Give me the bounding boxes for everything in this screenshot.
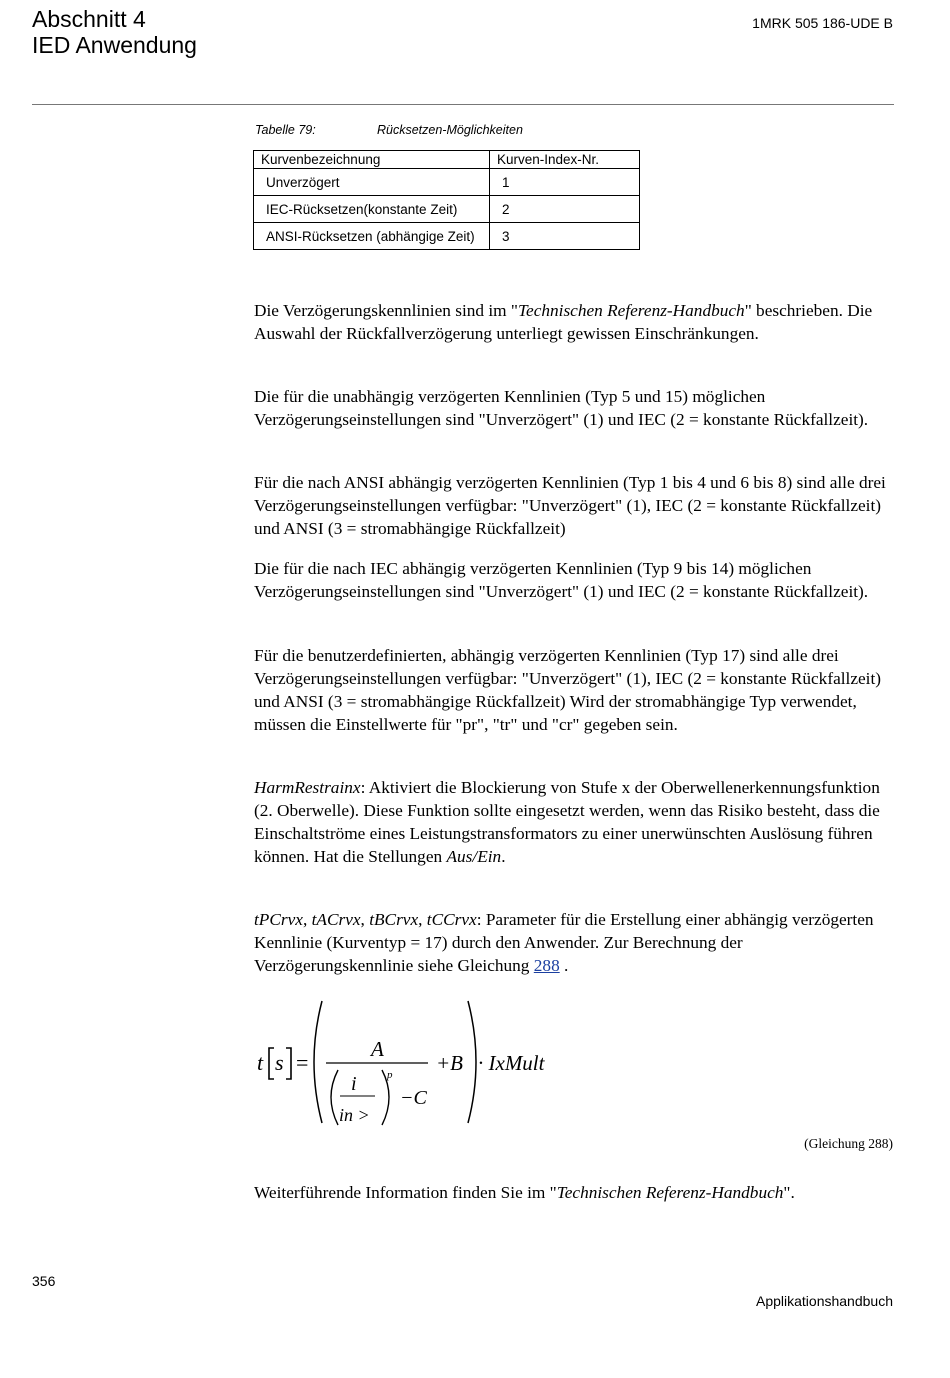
table-cell: ANSI-Rücksetzen (abhängige Zeit) <box>254 223 490 250</box>
separator: , <box>360 910 370 929</box>
table-cell: 3 <box>490 223 640 250</box>
paragraph-curve-parameters <box>254 908 899 977</box>
eq-plus-b: +B <box>436 1051 463 1075</box>
equation-288 <box>250 995 570 1135</box>
eq-exponent: p <box>387 1069 393 1081</box>
table-cell: 1 <box>490 169 640 196</box>
text-run: " beschrieben. Die Auswahl der Rückfallverzögerung unterliegt gewissen Einschränkungen. <box>254 301 873 343</box>
eq-lhs-t: t <box>257 1050 264 1075</box>
paragraph-text: Für die nach ANSI abhängig verzögerten Kennlinien (Typ 1 bis 4 und 6 bis 8) sind alle drei Verzögerungseinstellungen verfügbar: "Unverzögert" (1), IEC (2 = konstante Rückfallzeit) und ANSI (3 = stromabhängige Rückfallzeit) <box>254 473 886 538</box>
parameter-name: tACrvx <box>311 910 361 929</box>
table-title: Rücksetzen-Möglichkeiten <box>377 123 523 137</box>
text-run: Weiterführende Information finden Sie im " <box>254 1183 557 1202</box>
text-run: . <box>501 847 506 866</box>
parameter-name: HarmRestrainx <box>254 778 361 797</box>
eq-paren-outer-left <box>314 1001 322 1123</box>
paragraph-text: Für die benutzerdefinierten, abhängig verzögerten Kennlinien (Typ 17) sind alle drei Verzögerungseinstellungen verfügbar: "Unverzögert" (1), IEC (2 = konstante Rückfallzeit) und ANSI (3 = stromabhängige Rückfallzeit) Wird der stromabhängige Typ verwendet, müssen die Einstellwerte für "pr", "tr" und "cr" gegeben sein. <box>254 646 882 734</box>
parameter-name: tBCrvx <box>369 910 419 929</box>
column-header: Kurven-Index-Nr. <box>490 151 640 169</box>
paragraph-harm-restrain <box>254 776 899 868</box>
section-number: Abschnitt 4 <box>32 6 146 32</box>
paragraph-text: Die für die unabhängig verzögerten Kennlinien (Typ 5 und 15) möglichen Verzögerungseinstellungen sind "Unverzögert" (1) und IEC (2 = konstante Rückfallzeit). <box>254 387 869 429</box>
eq-bracket-right <box>286 1048 291 1079</box>
table-caption <box>255 123 523 137</box>
parameter-values: Aus/Ein <box>446 847 502 866</box>
section-heading <box>32 6 197 58</box>
reference-manual-title: Technischen Referenz-Handbuch <box>556 1183 784 1202</box>
text-run: Die Verzögerungskennlinien sind im " <box>254 301 518 320</box>
separator: , <box>302 910 312 929</box>
eq-numerator: A <box>371 1037 384 1061</box>
equation-label: (Gleichung 288) <box>804 1136 893 1151</box>
table-header-row <box>254 151 640 169</box>
table-cell: IEC-Rücksetzen(konstante Zeit) <box>254 196 490 223</box>
paragraph-text: Die für die nach IEC abhängig verzögerten Kennlinien (Typ 9 bis 14) möglichen Verzögerungseinstellungen sind "Unverzögert" (1) und IEC (2 = konstante Rückfallzeit). <box>254 559 869 601</box>
paragraph-ansi <box>254 471 899 540</box>
column-header: Kurvenbezeichnung <box>254 151 490 169</box>
paragraph-definite-time <box>254 385 899 431</box>
parameter-name: tPCrvx <box>254 910 303 929</box>
section-title: IED Anwendung <box>32 32 197 58</box>
table-row <box>254 196 640 223</box>
equation-link[interactable]: 288 <box>533 956 560 975</box>
document-id: 1MRK 505 186-UDE B <box>752 15 893 31</box>
reset-options-table <box>253 150 640 250</box>
parameter-name: tCCrvx <box>426 910 477 929</box>
paragraph-further-info <box>254 1181 899 1204</box>
eq-lhs-s: s <box>275 1050 284 1075</box>
manual-title: Applikationshandbuch <box>756 1293 893 1309</box>
paragraph-curves-intro <box>254 299 899 345</box>
eq-minus-c: −C <box>400 1087 427 1109</box>
eq-paren-outer-right <box>468 1001 476 1123</box>
table-cell: Unverzögert <box>254 169 490 196</box>
separator: , <box>418 910 427 929</box>
eq-bracket-left <box>269 1048 274 1079</box>
eq-i: i <box>351 1073 357 1095</box>
text-run: ". <box>783 1183 795 1202</box>
table-row <box>254 223 640 250</box>
eq-ixmult: · IxMult <box>478 1051 545 1075</box>
paragraph-iec <box>254 557 899 603</box>
eq-in: in > <box>339 1105 370 1125</box>
paragraph-user-defined <box>254 644 899 736</box>
text-run: : Aktiviert die Blockierung von Stufe x der Oberwellenerkennungsfunktion (2. Oberwelle). Diese Funktion sollte eingesetzt werden, wenn das Risiko besteht, dass die Einschaltströme eines Leistungstransformators zu einer unerwünschten Auslösung führen können. Hat die Stellungen <box>254 778 880 866</box>
page-number: 356 <box>32 1273 56 1289</box>
text-run: . <box>559 956 569 975</box>
table-cell: 2 <box>490 196 640 223</box>
reference-manual-title: Technischen Referenz-Handbuch <box>518 301 745 320</box>
eq-paren-inner-left <box>331 1070 338 1125</box>
eq-equals: = <box>296 1050 309 1075</box>
table-number: Tabelle 79: <box>255 123 316 137</box>
header-divider <box>32 104 894 105</box>
text-run: : Parameter für die Erstellung einer abhängig verzögerten Kennlinie (Kurventyp = 17) durch den Anwender. Zur Berechnung der Verzögerungskennlinie siehe Gleichung <box>254 910 874 975</box>
table-row <box>254 169 640 196</box>
